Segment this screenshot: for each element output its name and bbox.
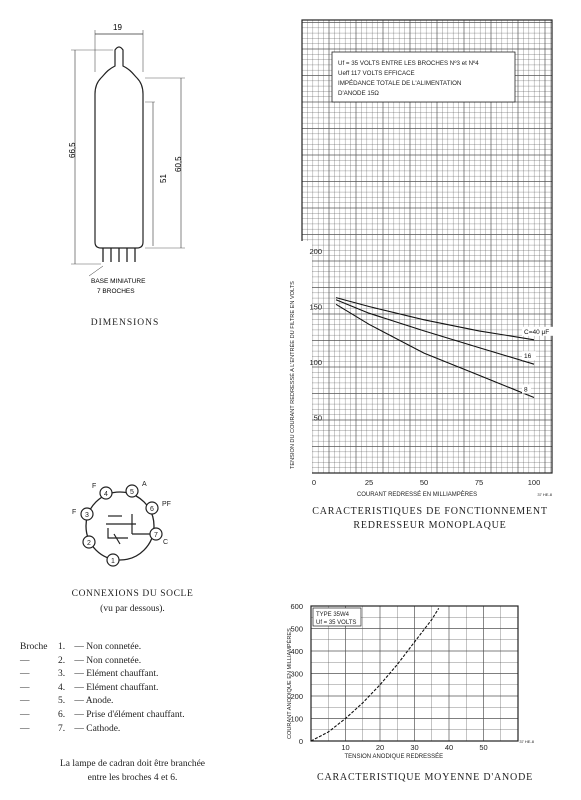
list-item: — 7. — Cathode. <box>20 723 121 734</box>
chart1-series-line <box>336 298 534 340</box>
chart1-annotation-line: Ueff 117 VOLTS EFFICACE <box>338 70 415 77</box>
chart1-x-tick: 25 <box>364 478 374 487</box>
letter-f-4: F <box>92 483 97 490</box>
chart1-ylabel-band <box>282 241 312 477</box>
chart1-x-tick: 0 <box>311 478 317 487</box>
chart1-annotation-line: IMPÉDANCE TOTALE DE L'ALIMENTATION <box>338 80 462 87</box>
chart1-series-line <box>336 304 534 397</box>
lamp-note-1: La lampe de cadran doit être branchée <box>59 759 206 769</box>
list-item: — 3. — Elément chauffant. <box>20 669 159 680</box>
chart2-y-tick: 400 <box>290 647 303 656</box>
chart2-x-tick: 50 <box>479 743 488 752</box>
pin-4-label: 4 <box>104 491 108 498</box>
chart1-subtitle: REDRESSEUR MONOPLAQUE <box>353 520 507 531</box>
letter-f-3: F <box>72 509 77 516</box>
pin-2-label: 2 <box>87 540 91 547</box>
operating-characteristics-chart <box>255 10 575 500</box>
dimensions-caption: DIMENSIONS <box>90 318 160 328</box>
chart1-y-tick: 50 <box>313 413 322 423</box>
anode-characteristic-chart <box>275 598 565 768</box>
pin-7-label: 7 <box>154 532 158 539</box>
pin-3-label: 3 <box>85 512 89 519</box>
base-label-2: 7 BROCHES <box>97 288 135 295</box>
pin-5-label: 5 <box>130 489 134 496</box>
top-width-label: 19 <box>113 23 122 32</box>
chart2-legend-line: TYPE 35W4 <box>316 612 350 618</box>
chart2-y-tick: 100 <box>290 714 303 724</box>
chart1-y-tick: 150 <box>309 302 322 312</box>
tube-dimensions-drawing <box>55 14 215 304</box>
chart2-x-tick: 20 <box>375 743 385 752</box>
chart2-y-tick: 300 <box>290 669 303 679</box>
chart2-y-tick: 500 <box>290 624 303 634</box>
chart1-x-tick: 100 <box>527 478 541 487</box>
chart2-legend-line: Uf = 35 VOLTS <box>316 620 357 626</box>
chart1-figure-code: 37 HE-8 <box>537 492 552 497</box>
chart2-y-axis-label: COURANT ANODIQUE EN MILLIAMPÈRES <box>287 628 293 739</box>
socket-caption-2: (vu par dessous). <box>100 604 165 614</box>
chart2-figure-code: 37 HE-8 <box>519 739 534 744</box>
chart1-annotation-line: Uf = 35 VOLTS ENTRE LES BROCHES Nº3 et Nº4 <box>338 60 479 67</box>
pin-1-label: 1 <box>111 558 115 565</box>
chart1-y-tick: 200 <box>309 247 322 256</box>
chart2-x-tick: 10 <box>341 743 350 752</box>
chart1-title: CARACTERISTIQUES DE FONCTIONNEMENT <box>312 506 548 517</box>
chart1-annotation-line: D'ANODE 15Ω <box>338 90 379 97</box>
pin-6-label: 6 <box>150 506 154 513</box>
socket-diagram <box>70 478 180 574</box>
chart1-x-axis-label: COURANT REDRESSÉ EN MILLIAMPÈRES <box>356 492 478 498</box>
chart1-y-tick: 100 <box>309 358 322 367</box>
bulb-height-label: 51 <box>159 174 168 183</box>
chart1-x-tick: 50 <box>419 478 429 487</box>
chart1-series-label: 16 <box>524 353 532 361</box>
pin-connection-list <box>20 641 185 736</box>
lamp-note-2: entre les broches 4 et 6. <box>87 773 178 783</box>
chart2-title: CARACTERISTIQUE MOYENNE D'ANODE <box>316 772 534 783</box>
chart2-x-axis-label: TENSION ANODIQUE REDRESSÉE <box>344 754 444 760</box>
chart1-series-line <box>336 300 534 364</box>
chart2-y-tick: 200 <box>290 692 303 701</box>
overall-height-label: 66,5 <box>68 142 77 158</box>
list-item: — 6. — Prise d'élément chauffant. <box>20 709 185 720</box>
socket-caption-1: CONNEXIONS DU SOCLE <box>71 589 194 599</box>
letter-c: C <box>163 539 169 546</box>
letter-pf: PF <box>162 501 171 508</box>
list-item: — 5. — Anode. <box>20 696 114 707</box>
chart2-x-tick: 40 <box>444 743 454 752</box>
chart1-y-axis-label: TENSION DU COURANT REDRESSÉ A L'ENTRÉE DU FILTRE EN VOLTS <box>290 281 296 469</box>
body-height-label: 60,5 <box>174 156 183 172</box>
chart1-series-label: C=40 μF <box>524 328 550 336</box>
chart2-x-tick: 30 <box>410 743 419 752</box>
list-item: — 4. — Elément chauffant. <box>20 682 159 693</box>
chart2-y-tick: 0 <box>298 737 303 746</box>
chart1-x-tick: 75 <box>474 478 484 487</box>
chart2-y-tick: 600 <box>290 602 303 611</box>
list-item: Broche 1. — Non connetée. <box>20 642 142 652</box>
list-item: — 2. — Non connetée. <box>20 655 142 666</box>
letter-a: A <box>142 481 147 488</box>
base-label-1: BASE MINIATURE <box>91 278 146 285</box>
chart1-series-label: 8 <box>524 386 528 394</box>
